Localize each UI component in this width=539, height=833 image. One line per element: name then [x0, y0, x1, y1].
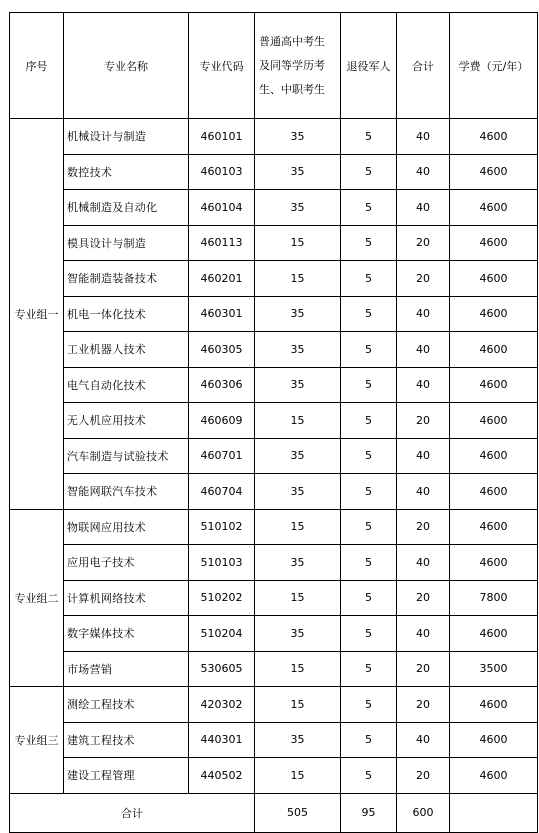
veterans-quota-cell: 5: [341, 580, 397, 616]
major-name-cell: 测绘工程技术: [64, 687, 189, 723]
table-row: [10, 616, 538, 652]
total-quota-cell: 40: [397, 474, 450, 510]
total-quota-cell: 40: [397, 332, 450, 368]
tuition-cell: 4600: [450, 438, 538, 474]
major-name-cell: 建设工程管理: [64, 758, 189, 794]
highschool-quota-cell: 15: [255, 403, 341, 439]
veterans-quota-cell: 5: [341, 403, 397, 439]
total-quota-cell: 20: [397, 687, 450, 723]
major-name-cell: 数字媒体技术: [64, 616, 189, 652]
major-name-cell: 智能制造装备技术: [64, 261, 189, 297]
major-name-cell: 应用电子技术: [64, 545, 189, 581]
table-row: [10, 403, 538, 439]
header-highschool-line3: 生、中职考生: [259, 82, 325, 96]
header-highschool-quota: [255, 13, 341, 119]
major-code-cell: 460103: [189, 154, 255, 190]
header-total: 合计: [397, 13, 450, 119]
total-quota-cell: 40: [397, 190, 450, 226]
highschool-quota-cell: 35: [255, 616, 341, 652]
major-code-cell: 460301: [189, 296, 255, 332]
total-row-label: 合计: [10, 793, 255, 832]
total-quota-cell: 40: [397, 119, 450, 155]
highschool-quota-cell: 15: [255, 758, 341, 794]
major-code-cell: 510204: [189, 616, 255, 652]
veterans-quota-cell: 5: [341, 438, 397, 474]
table-row: [10, 474, 538, 510]
table-row: [10, 154, 538, 190]
major-code-cell: 460305: [189, 332, 255, 368]
highschool-quota-cell: 15: [255, 225, 341, 261]
table-row: [10, 296, 538, 332]
veterans-quota-cell: 5: [341, 651, 397, 687]
total-quota-cell: 20: [397, 758, 450, 794]
highschool-quota-cell: 35: [255, 438, 341, 474]
table-footer: [10, 793, 538, 832]
tuition-cell: 4600: [450, 154, 538, 190]
total-row: [10, 793, 538, 832]
tuition-cell: 4600: [450, 332, 538, 368]
table-row: [10, 509, 538, 545]
total-veterans: 95: [341, 793, 397, 832]
total-quota-cell: 20: [397, 403, 450, 439]
table-row: [10, 438, 538, 474]
tuition-cell: 4600: [450, 119, 538, 155]
major-name-cell: 工业机器人技术: [64, 332, 189, 368]
total-quota-cell: 40: [397, 616, 450, 652]
group-label: 专业组三: [10, 687, 64, 794]
highschool-quota-cell: 15: [255, 261, 341, 297]
tuition-cell: 4600: [450, 296, 538, 332]
tuition-cell: 4600: [450, 616, 538, 652]
major-code-cell: 530605: [189, 651, 255, 687]
table-row: [10, 545, 538, 581]
tuition-cell: 4600: [450, 367, 538, 403]
veterans-quota-cell: 5: [341, 545, 397, 581]
major-code-cell: 460704: [189, 474, 255, 510]
total-quota-cell: 40: [397, 438, 450, 474]
major-code-cell: 460609: [189, 403, 255, 439]
group-label: 专业组一: [10, 119, 64, 510]
veterans-quota-cell: 5: [341, 616, 397, 652]
highschool-quota-cell: 15: [255, 509, 341, 545]
highschool-quota-cell: 35: [255, 722, 341, 758]
total-quota-cell: 20: [397, 509, 450, 545]
table-row: [10, 119, 538, 155]
veterans-quota-cell: 5: [341, 509, 397, 545]
header-highschool-line2: 及同等学历考: [259, 58, 325, 72]
tuition-cell: 4600: [450, 509, 538, 545]
table-row: [10, 225, 538, 261]
table-row: [10, 687, 538, 723]
highschool-quota-cell: 35: [255, 190, 341, 226]
tuition-cell: 4600: [450, 225, 538, 261]
major-code-cell: 460701: [189, 438, 255, 474]
tuition-cell: 4600: [450, 474, 538, 510]
major-code-cell: 510202: [189, 580, 255, 616]
veterans-quota-cell: 5: [341, 722, 397, 758]
table-row: [10, 367, 538, 403]
major-code-cell: 460104: [189, 190, 255, 226]
total-quota-cell: 40: [397, 722, 450, 758]
tuition-cell: 4600: [450, 403, 538, 439]
veterans-quota-cell: 5: [341, 687, 397, 723]
veterans-quota-cell: 5: [341, 119, 397, 155]
table-row: [10, 651, 538, 687]
total-tuition: [450, 793, 538, 832]
table-row: [10, 722, 538, 758]
major-name-cell: 建筑工程技术: [64, 722, 189, 758]
tuition-cell: 4600: [450, 687, 538, 723]
table-body: [10, 119, 538, 794]
total-quota-cell: 40: [397, 545, 450, 581]
major-name-cell: 机械设计与制造: [64, 119, 189, 155]
enrollment-plan-table: [9, 12, 538, 833]
highschool-quota-cell: 15: [255, 651, 341, 687]
header-major-name: 专业名称: [64, 13, 189, 119]
tuition-cell: 4600: [450, 722, 538, 758]
highschool-quota-cell: 35: [255, 367, 341, 403]
tuition-cell: 7800: [450, 580, 538, 616]
highschool-quota-cell: 15: [255, 687, 341, 723]
highschool-quota-cell: 15: [255, 580, 341, 616]
total-highschool: 505: [255, 793, 341, 832]
header-seq: 序号: [10, 13, 64, 119]
major-code-cell: 440502: [189, 758, 255, 794]
major-name-cell: 汽车制造与试验技术: [64, 438, 189, 474]
tuition-cell: 4600: [450, 758, 538, 794]
header-veterans: 退役军人: [341, 13, 397, 119]
major-name-cell: 计算机网络技术: [64, 580, 189, 616]
major-name-cell: 市场营销: [64, 651, 189, 687]
tuition-cell: 3500: [450, 651, 538, 687]
major-code-cell: 460113: [189, 225, 255, 261]
total-sum: 600: [397, 793, 450, 832]
header-highschool-line1: 普通高中考生: [259, 34, 325, 48]
major-code-cell: 460306: [189, 367, 255, 403]
total-quota-cell: 40: [397, 154, 450, 190]
table-row: [10, 758, 538, 794]
highschool-quota-cell: 35: [255, 332, 341, 368]
veterans-quota-cell: 5: [341, 261, 397, 297]
group-label: 专业组二: [10, 509, 64, 687]
table-row: [10, 190, 538, 226]
veterans-quota-cell: 5: [341, 332, 397, 368]
highschool-quota-cell: 35: [255, 119, 341, 155]
major-name-cell: 模具设计与制造: [64, 225, 189, 261]
tuition-cell: 4600: [450, 190, 538, 226]
major-code-cell: 510102: [189, 509, 255, 545]
total-quota-cell: 20: [397, 651, 450, 687]
tuition-cell: 4600: [450, 545, 538, 581]
major-name-cell: 无人机应用技术: [64, 403, 189, 439]
highschool-quota-cell: 35: [255, 296, 341, 332]
veterans-quota-cell: 5: [341, 474, 397, 510]
major-name-cell: 智能网联汽车技术: [64, 474, 189, 510]
table-header: [10, 13, 538, 119]
major-name-cell: 数控技术: [64, 154, 189, 190]
major-code-cell: 420302: [189, 687, 255, 723]
major-name-cell: 物联网应用技术: [64, 509, 189, 545]
header-major-code: 专业代码: [189, 13, 255, 119]
tuition-cell: 4600: [450, 261, 538, 297]
highschool-quota-cell: 35: [255, 474, 341, 510]
total-quota-cell: 40: [397, 367, 450, 403]
highschool-quota-cell: 35: [255, 154, 341, 190]
major-name-cell: 电气自动化技术: [64, 367, 189, 403]
table-row: [10, 261, 538, 297]
major-code-cell: 460101: [189, 119, 255, 155]
major-name-cell: 机械制造及自动化: [64, 190, 189, 226]
total-quota-cell: 20: [397, 225, 450, 261]
major-code-cell: 460201: [189, 261, 255, 297]
total-quota-cell: 20: [397, 580, 450, 616]
veterans-quota-cell: 5: [341, 758, 397, 794]
veterans-quota-cell: 5: [341, 367, 397, 403]
table-row: [10, 332, 538, 368]
enrollment-plan-table-wrapper: [9, 12, 538, 833]
major-code-cell: 440301: [189, 722, 255, 758]
header-tuition: 学费（元/年）: [450, 13, 538, 119]
total-quota-cell: 20: [397, 261, 450, 297]
major-name-cell: 机电一体化技术: [64, 296, 189, 332]
total-quota-cell: 40: [397, 296, 450, 332]
major-code-cell: 510103: [189, 545, 255, 581]
veterans-quota-cell: 5: [341, 225, 397, 261]
veterans-quota-cell: 5: [341, 296, 397, 332]
highschool-quota-cell: 35: [255, 545, 341, 581]
header-row: [10, 13, 538, 119]
veterans-quota-cell: 5: [341, 154, 397, 190]
veterans-quota-cell: 5: [341, 190, 397, 226]
table-row: [10, 580, 538, 616]
